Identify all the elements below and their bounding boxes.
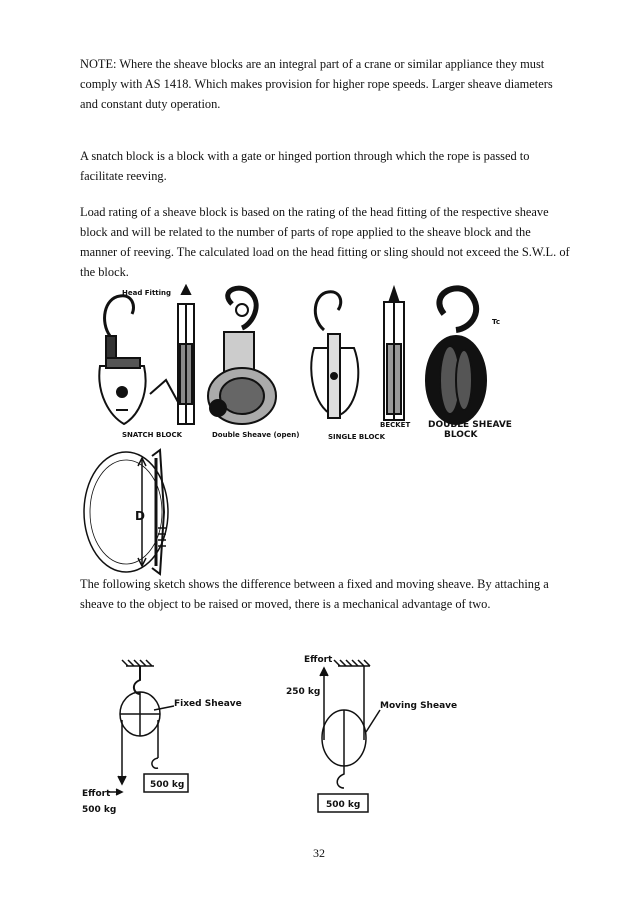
load-right-label: 500 kg xyxy=(326,800,361,810)
snatch-block-paragraph: A snatch block is a block with a gate or hinged portion through which the rope is passed to facilitate reeving. xyxy=(80,149,530,183)
effort-left-load: 500 kg xyxy=(82,805,117,815)
sheave-wheel-diagram xyxy=(80,448,180,576)
snatch-block-label: SNATCH BLOCK xyxy=(122,431,183,439)
note-paragraph: NOTE: Where the sheave blocks are an integral part of a crane or similar appliance they must comply with AS 1418. Which makes provision for higher rope speeds. Larger sheave diameters and constant duty operation. xyxy=(80,57,553,111)
double-sheave-open-label: Double Sheave (open) xyxy=(212,431,300,439)
effort-right-label: Effort xyxy=(304,655,333,665)
snatch-block-paragraphs xyxy=(80,146,570,282)
moving-sheave-label: Moving Sheave xyxy=(380,701,458,711)
fixed-sheave-label: Fixed Sheave xyxy=(174,699,242,709)
effort-right-load: 250 kg xyxy=(286,687,321,697)
load-left-label: 500 kg xyxy=(150,780,185,790)
load-rating-paragraph: Load rating of a sheave block is based on the rating of the head fitting of the respective sheave block and will be related to the number of parts of rope applied to the sheave block and the manner of reeving. The calculated load on the head fitting or sling should not exceed the S.W.L. of the block. xyxy=(80,205,570,279)
diameter-label: D xyxy=(135,509,145,523)
sheave-blocks-illustration xyxy=(92,284,512,446)
double-sheave-block-label-2: BLOCK xyxy=(444,430,478,440)
sketch-paragraph: The following sketch shows the difference between a fixed and moving sheave. By attaching a sheave to the object to be raised or moved, there is a mechanical advantage of two. xyxy=(80,577,549,611)
becket-label: BECKET xyxy=(380,421,411,429)
corner-label: Tc xyxy=(492,318,500,326)
single-block-label: SINGLE BLOCK xyxy=(328,433,385,441)
fixed-vs-moving-sheave-diagram xyxy=(78,650,478,822)
effort-left-label: Effort xyxy=(82,789,111,799)
head-fitting-label: Head Fitting xyxy=(122,289,172,297)
page-number: 32 xyxy=(313,846,325,860)
double-sheave-block-label: DOUBLE SHEAVE xyxy=(428,420,512,430)
